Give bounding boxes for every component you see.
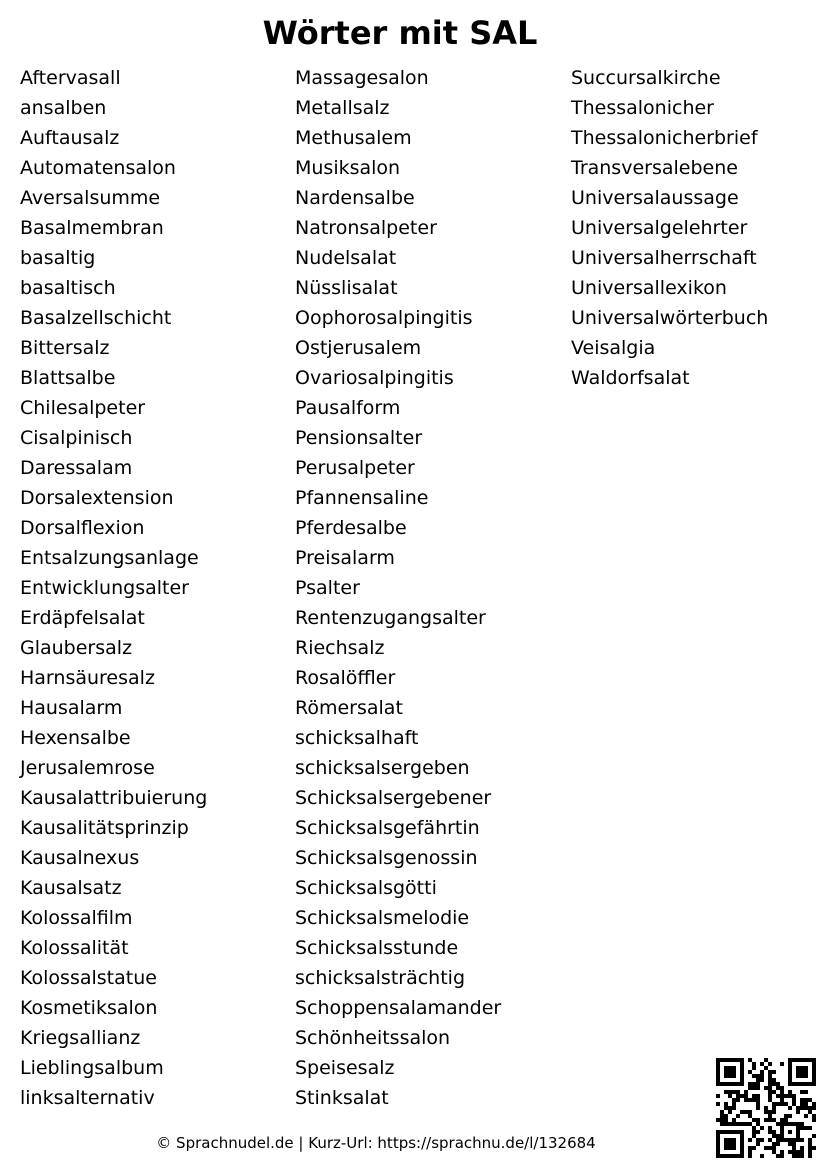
word-item: Nudelsalat bbox=[295, 247, 397, 269]
word-item: Dorsalflexion bbox=[20, 517, 145, 539]
word-item: Entsalzungsanlage bbox=[20, 547, 199, 569]
word-item: Automatensalon bbox=[20, 157, 176, 179]
word-item: Cisalpinisch bbox=[20, 427, 133, 449]
word-item: Universalaussage bbox=[571, 187, 739, 209]
word-item: Thessalonicher bbox=[571, 97, 714, 119]
word-item: Dorsalextension bbox=[20, 487, 174, 509]
word-item: basaltig bbox=[20, 247, 96, 269]
word-item: Kosmetiksalon bbox=[20, 997, 158, 1019]
word-item: Kausalnexus bbox=[20, 847, 140, 869]
word-item: Lieblingsalbum bbox=[20, 1057, 164, 1079]
word-column-2 bbox=[295, 63, 501, 1113]
word-item: Waldorfsalat bbox=[571, 367, 690, 389]
word-item: Basalmembran bbox=[20, 217, 164, 239]
footer-credit: © Sprachnudel.de | Kurz-Url: https://sprachnu.de/l/132684 bbox=[156, 1134, 596, 1152]
word-item: Blattsalbe bbox=[20, 367, 116, 389]
word-item: Schicksalsmelodie bbox=[295, 907, 470, 929]
word-item: Transversalebene bbox=[571, 157, 738, 179]
word-item: Hexensalbe bbox=[20, 727, 131, 749]
word-item: Schicksalsgenossin bbox=[295, 847, 478, 869]
word-item: Perusalpeter bbox=[295, 457, 415, 479]
word-item: Aftervasall bbox=[20, 67, 121, 89]
word-item: Speisesalz bbox=[295, 1057, 395, 1079]
word-item: Natronsalpeter bbox=[295, 217, 437, 239]
word-item: basaltisch bbox=[20, 277, 116, 299]
word-item: linksalternativ bbox=[20, 1087, 155, 1109]
word-item: Nüsslisalat bbox=[295, 277, 398, 299]
word-column-1 bbox=[20, 63, 207, 1113]
word-item: Schicksalsergebener bbox=[295, 787, 492, 809]
word-item: Stinksalat bbox=[295, 1087, 389, 1109]
word-item: Schoppensalamander bbox=[295, 997, 502, 1019]
word-item: Ovariosalpingitis bbox=[295, 367, 454, 389]
word-item: Hausalarm bbox=[20, 697, 123, 719]
word-item: Schicksalsgefährtin bbox=[295, 817, 480, 839]
word-item: Kausalsatz bbox=[20, 877, 122, 899]
word-item: Harnsäuresalz bbox=[20, 667, 155, 689]
word-item: Succursalkirche bbox=[571, 67, 721, 89]
word-item: Erdäpfelsalat bbox=[20, 607, 145, 629]
word-item: schicksalhaft bbox=[295, 727, 419, 749]
word-item: Rentenzugangsalter bbox=[295, 607, 486, 629]
word-item: Musiksalon bbox=[295, 157, 401, 179]
word-item: Kausalitätsprinzip bbox=[20, 817, 189, 839]
page-title: Wörter mit SAL bbox=[262, 14, 538, 52]
word-item: Psalter bbox=[295, 577, 360, 599]
word-item: Kolossalfilm bbox=[20, 907, 133, 929]
word-item: Universalwörterbuch bbox=[571, 307, 769, 329]
word-item: Schicksalsgötti bbox=[295, 877, 437, 899]
word-item: ansalben bbox=[20, 97, 107, 119]
word-item: Preisalarm bbox=[295, 547, 395, 569]
word-item: Riechsalz bbox=[295, 637, 385, 659]
word-item: Auftausalz bbox=[20, 127, 120, 149]
word-item: Pausalform bbox=[295, 397, 401, 419]
word-item: Pferdesalbe bbox=[295, 517, 407, 539]
word-item: Schönheitssalon bbox=[295, 1027, 451, 1049]
word-item: Jerusalemrose bbox=[20, 757, 155, 779]
word-item: Basalzellschicht bbox=[20, 307, 172, 329]
word-item: Metallsalz bbox=[295, 97, 390, 119]
word-item: Kolossalstatue bbox=[20, 967, 157, 989]
word-item: schicksalsergeben bbox=[295, 757, 470, 779]
word-item: Oophorosalpingitis bbox=[295, 307, 473, 329]
word-item: Methusalem bbox=[295, 127, 412, 149]
word-item: Universalgelehrter bbox=[571, 217, 748, 239]
word-item: Kolossalität bbox=[20, 937, 129, 959]
word-item: Pfannensaline bbox=[295, 487, 429, 509]
word-item: Veisalgia bbox=[571, 337, 656, 359]
word-item: Rosalöffler bbox=[295, 667, 396, 689]
word-item: Chilesalpeter bbox=[20, 397, 146, 419]
word-item: Römersalat bbox=[295, 697, 403, 719]
word-item: schicksalsträchtig bbox=[295, 967, 466, 989]
word-item: Universalherrschaft bbox=[571, 247, 757, 269]
word-item: Bittersalz bbox=[20, 337, 110, 359]
word-item: Nardensalbe bbox=[295, 187, 415, 209]
word-column-3 bbox=[571, 63, 768, 393]
word-item: Kriegsallianz bbox=[20, 1027, 141, 1049]
word-item: Thessalonicherbrief bbox=[571, 127, 758, 149]
qr-code-icon bbox=[716, 1058, 816, 1158]
word-item: Entwicklungsalter bbox=[20, 577, 189, 599]
word-item: Daressalam bbox=[20, 457, 133, 479]
word-item: Glaubersalz bbox=[20, 637, 133, 659]
word-item: Aversalsumme bbox=[20, 187, 161, 209]
word-item: Pensionsalter bbox=[295, 427, 423, 449]
word-item: Schicksalsstunde bbox=[295, 937, 459, 959]
word-item: Universallexikon bbox=[571, 277, 727, 299]
word-item: Massagesalon bbox=[295, 67, 429, 89]
word-item: Kausalattribuierung bbox=[20, 787, 208, 809]
word-item: Ostjerusalem bbox=[295, 337, 422, 359]
